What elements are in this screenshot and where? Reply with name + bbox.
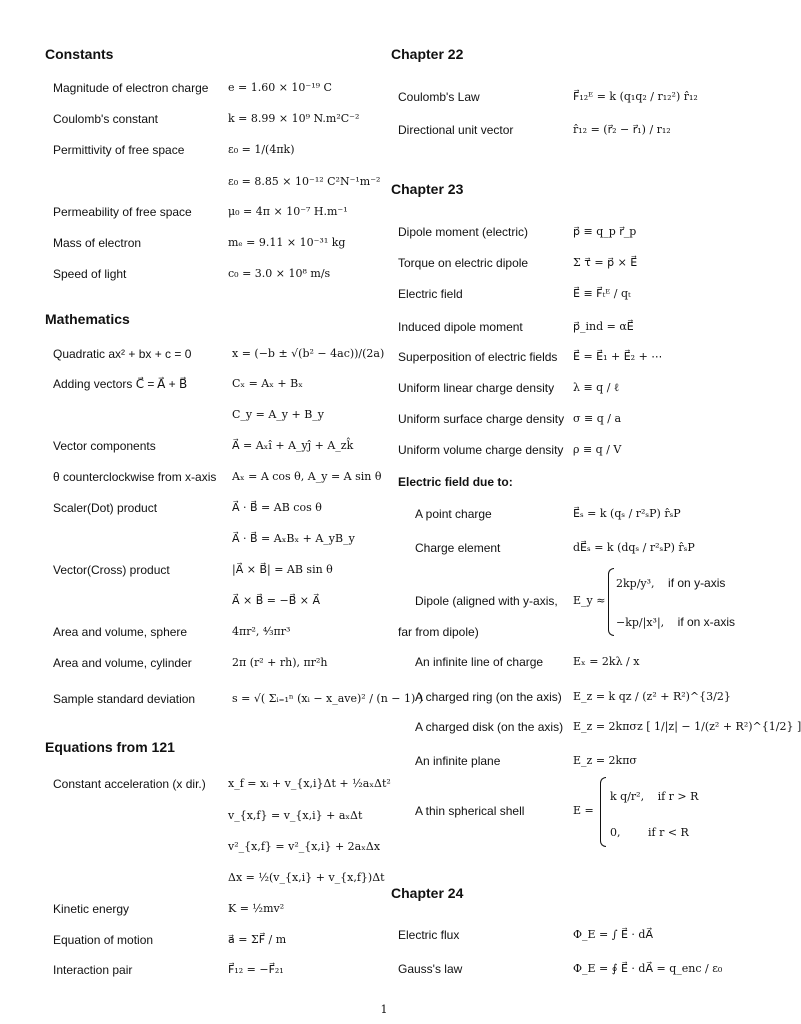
dipole-brace [608,568,614,636]
constant-equation: mₑ = 9.11 × 10⁻³¹ kg [228,236,346,249]
due-to-label: A charged ring (on the axis) [415,690,562,704]
math-label: Vector(Cross) product [53,563,170,577]
ch22-equation: r̂₁₂ = (r⃗₂ − r⃗₁) / r₁₂ [573,123,671,136]
ch22-label: Directional unit vector [398,123,514,137]
page-number: 1 [380,1003,388,1016]
dipole-label-line2: far from dipole) [398,625,479,639]
math-equation: s = √( Σᵢ₌₁ⁿ (xᵢ − x_ave)² / (n − 1) ) [232,692,424,705]
math-equation: |A⃗ × B⃗| = AB sin θ [232,563,333,576]
shell-case-1-expr: k q/r², [610,790,645,803]
eq121-equation: K = ½mv² [228,902,285,915]
math-equation: Cₓ = Aₓ + Bₓ [232,377,303,390]
chapter23-heading: Chapter 23 [391,181,464,197]
ch23-label: Torque on electric dipole [398,256,529,270]
constant-equation: ε₀ = 1/(4πk) [228,143,295,156]
due-to-equation: E_z = 2kπσz [ 1/|z| − 1/(z² + R²)^{1/2} ] [573,720,801,733]
ch24-equation: Φ_E = ∮ E⃗ · dA⃗ = q_enc / ε₀ [573,962,723,975]
ch23-equation: Σ τ⃗ = p⃗ × E⃗ [573,256,638,269]
math-equation: 4πr², ⁴⁄₃πr³ [232,625,291,638]
ch22-equation: F⃗₁₂ᴱ = k (q₁q₂ / r₁₂²) r̂₁₂ [573,90,698,103]
ch23-label: Induced dipole moment [398,320,523,334]
math-equation: Aₓ = A cos θ, A_y = A sin θ [232,470,382,483]
constant-label: Magnitude of electron charge [53,81,209,95]
ch24-label: Electric flux [398,928,460,942]
due-to-label: A point charge [415,507,492,521]
math-label: Scaler(Dot) product [53,501,158,515]
eq121-label: Constant acceleration (x dir.) [53,777,206,791]
dipole-case-1-cond: if on y-axis [668,576,726,590]
eq121-equation: a⃗ = ΣF⃗ / m [228,933,287,946]
math-equation: A⃗ = Aₓî + A_yĵ + A_zk̂ [232,439,354,452]
dipole-lhs: E_y ≈ [573,594,606,607]
due-to-label: Charge element [415,541,501,555]
eq121-label: Interaction pair [53,963,133,977]
ch23-label: Superposition of electric fields [398,350,558,364]
ch23-equation: E⃗ = E⃗₁ + E⃗₂ + ⋯ [573,350,663,363]
ch23-equation: p⃗_ind = αE⃗ [573,320,634,333]
due-to-equation: E_z = k qz / (z² + R²)^{3/2} [573,690,731,703]
shell-case-1-cond: if r > R [657,790,699,803]
math-label: Area and volume, cylinder [53,656,192,670]
constant-label: Mass of electron [53,236,142,250]
eq121-equation: v²_{x,f} = v²_{x,i} + 2aₓΔx [228,840,381,853]
math-equation: A⃗ × B⃗ = −B⃗ × A⃗ [232,594,320,607]
dipole-case-1-expr: 2kp/y³, [616,577,655,590]
eq121-label: Equation of motion [53,933,154,947]
math-equation: 2π (r² + rh), πr²h [232,656,328,669]
electric-field-due-to-heading: Electric field due to: [398,475,513,489]
eq121-equation: v_{x,f} = v_{x,i} + aₓΔt [228,809,363,822]
due-to-label: A charged disk (on the axis) [415,720,564,734]
math-equation: x = (−b ± √(b² − 4ac))/(2a) [232,347,385,360]
constant-equation: c₀ = 3.0 × 10⁸ m/s [228,267,331,280]
constant-label: Speed of light [53,267,127,281]
shell-case-2 [610,826,689,839]
constant-equation: e = 1.60 × 10⁻¹⁹ C [228,81,332,94]
chapter22-heading: Chapter 22 [391,46,464,62]
ch23-equation: ρ ≡ q / V [573,443,622,456]
ch23-label: Electric field [398,287,463,301]
constant-label: Permeability of free space [53,205,192,219]
due-to-label: An infinite line of charge [415,655,544,669]
ch24-label: Gauss's law [398,962,463,976]
math-label: Adding vectors C⃗ = A⃗ + B⃗ [53,377,188,391]
mathematics-heading: Mathematics [45,311,130,327]
dipole-case-1 [616,576,725,590]
math-equation: C_y = A_y + B_y [232,408,325,421]
ch23-label: Dipole moment (electric) [398,225,529,239]
math-equation: A⃗ · B⃗ = AₓBₓ + A_yB_y [232,532,355,545]
ch23-equation: λ ≡ q / ℓ [573,381,620,394]
math-label: θ counterclockwise from x-axis [53,470,217,484]
dipole-case-2-cond: if on x-axis [677,615,736,629]
math-label: Quadratic ax² + bx + c = 0 [53,347,192,361]
ch24-equation: Φ_E = ∫ E⃗ · dA⃗ [573,928,653,941]
chapter24-heading: Chapter 24 [391,885,464,901]
due-to-equation: E⃗ₛ = k (qₛ / r²ₛP) r̂ₛP [573,507,681,520]
ch23-label: Uniform surface charge density [398,412,565,426]
ch23-equation: E⃗ ≡ F⃗ₜᴱ / qₜ [573,287,631,300]
constant-equation: ε₀ = 8.85 × 10⁻¹² C²N⁻¹m⁻² [228,175,381,188]
math-label: Vector components [53,439,156,453]
shell-brace [600,777,606,847]
shell-case-2-cond: if r < R [648,826,689,839]
ch23-label: Uniform linear charge density [398,381,555,395]
dipole-label-line1: Dipole (aligned with y-axis, [415,594,558,608]
ch23-equation: σ ≡ q / a [573,412,622,425]
shell-lhs: E = [573,804,594,817]
shell-label: A thin spherical shell [415,804,525,818]
dipole-case-2 [616,615,735,629]
constants-heading: Constants [45,46,114,62]
constant-equation: k = 8.99 × 10⁹ N.m²C⁻² [228,112,360,125]
ch23-equation: p⃗ ≡ q_p r⃗_p [573,225,637,238]
due-to-equation: dE⃗ₛ = k (dqₛ / r²ₛP) r̂ₛP [573,541,695,554]
ch23-label: Uniform volume charge density [398,443,564,457]
shell-case-2-expr: 0, [610,826,621,839]
eq121-label: Kinetic energy [53,902,130,916]
math-label: Area and volume, sphere [53,625,188,639]
due-to-label: An infinite plane [415,754,501,768]
eq121-equation: Δx = ½(v_{x,i} + v_{x,f})Δt [228,871,385,884]
eq121-equation: x_f = xᵢ + v_{x,i}Δt + ½aₓΔt² [228,777,391,790]
dipole-case-2-expr: −kp/|x³|, [616,616,665,629]
constant-label: Coulomb's constant [53,112,159,126]
math-equation: A⃗ · B⃗ = AB cos θ [232,501,322,514]
constant-label: Permittivity of free space [53,143,185,157]
eq121-equation: F⃗₁₂ = −F⃗₂₁ [228,963,284,976]
constant-equation: μ₀ = 4π × 10⁻⁷ H.m⁻¹ [228,205,348,218]
ch22-label: Coulomb's Law [398,90,480,104]
math-label: Sample standard deviation [53,692,196,706]
due-to-equation: E_z = 2kπσ [573,754,637,767]
due-to-equation: Eₓ = 2kλ / x [573,655,640,668]
shell-case-1 [610,790,698,803]
equations121-heading: Equations from 121 [45,739,175,755]
